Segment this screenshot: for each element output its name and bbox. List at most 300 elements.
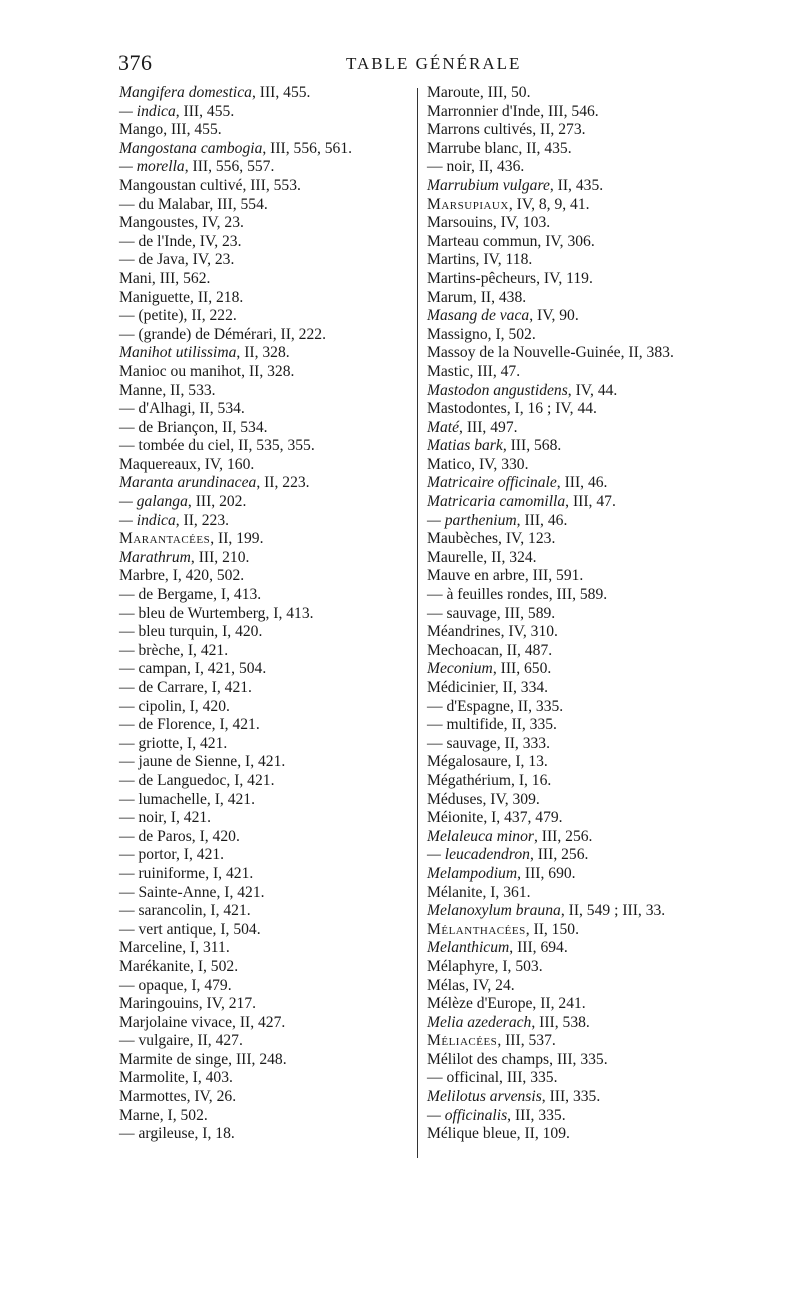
index-entry bbox=[119, 977, 409, 996]
entry-references: , IV, 8, 9, 41. bbox=[508, 195, 590, 213]
entry-term: — officinal bbox=[427, 1069, 500, 1087]
entry-term: — bleu turquin bbox=[119, 623, 215, 641]
entry-term: Marrons cultivés bbox=[427, 121, 533, 139]
entry-term: Marrube blanc bbox=[427, 139, 519, 157]
entry-references: , I, 421. bbox=[163, 809, 212, 827]
entry-references: , I, 16 ; IV, 44. bbox=[506, 400, 597, 418]
index-entry bbox=[427, 660, 799, 679]
index-entry bbox=[427, 791, 799, 810]
entry-term: — d'Alhagi bbox=[119, 400, 192, 418]
index-entry bbox=[119, 251, 409, 270]
entry-references: , IV, 23. bbox=[184, 251, 235, 269]
entry-term: — galanga bbox=[119, 493, 188, 511]
entry-term: Mélas bbox=[427, 976, 466, 994]
index-entry bbox=[427, 493, 799, 512]
entry-references: , IV, 119. bbox=[536, 269, 593, 287]
index-entry bbox=[427, 902, 799, 921]
entry-term: Marceline bbox=[119, 939, 183, 957]
index-entry bbox=[427, 140, 799, 159]
entry-term: Mauve en arbre bbox=[427, 567, 525, 585]
entry-term: — de Briançon bbox=[119, 418, 215, 436]
index-entry bbox=[119, 307, 409, 326]
index-entry bbox=[427, 698, 799, 717]
entry-term: Maté bbox=[427, 418, 460, 436]
entry-term: — de Paros bbox=[119, 827, 192, 845]
entry-term: — de Bergame bbox=[119, 586, 214, 604]
entry-term: — cipolin bbox=[119, 697, 182, 715]
entry-references: , II, 150. bbox=[525, 920, 579, 938]
entry-references: , I, 421. bbox=[216, 883, 265, 901]
index-entry bbox=[119, 1088, 409, 1107]
entry-term: — de Florence bbox=[119, 716, 212, 734]
entry-term: Marjolaine vivace bbox=[119, 1013, 233, 1031]
entry-references: , IV, 310. bbox=[500, 623, 558, 641]
entry-term: Marum bbox=[427, 288, 473, 306]
entry-references: , III, 202. bbox=[187, 493, 247, 511]
index-entry bbox=[427, 177, 799, 196]
entry-term: Melia azederach bbox=[427, 1013, 532, 1031]
entry-references: , II, 199. bbox=[210, 530, 264, 548]
index-entry bbox=[119, 716, 409, 735]
entry-term: Masang de vaca bbox=[427, 307, 530, 325]
entry-term: — bleu de Wurtemberg bbox=[119, 604, 266, 622]
index-entry bbox=[427, 623, 799, 642]
entry-term: — de l'Inde bbox=[119, 232, 192, 250]
entry-references: , IV, 309. bbox=[482, 790, 540, 808]
entry-references: , I, 420. bbox=[214, 623, 263, 641]
entry-term: Meconium bbox=[427, 660, 493, 678]
entry-references: , I, 421. bbox=[203, 679, 252, 696]
entry-term: Méliacées bbox=[427, 1032, 498, 1050]
entry-references: , III, 589. bbox=[548, 586, 608, 604]
entry-term: — vulgaire bbox=[119, 1032, 190, 1050]
entry-term: — brèche bbox=[119, 641, 181, 659]
index-entry bbox=[427, 400, 799, 419]
index-entry bbox=[119, 121, 409, 140]
entry-references: , I, 413. bbox=[265, 604, 314, 622]
entry-term: Maroute bbox=[427, 84, 480, 101]
index-entry bbox=[427, 846, 799, 865]
entry-references: , I, 502. bbox=[487, 325, 536, 343]
entry-references: , III, 335. bbox=[507, 1106, 566, 1124]
entry-term: Matricaire officinale bbox=[427, 474, 557, 492]
entry-references: , IV, 118. bbox=[475, 251, 533, 269]
index-entry bbox=[119, 846, 409, 865]
entry-term: Melampodium bbox=[427, 864, 518, 882]
index-entry bbox=[427, 270, 799, 289]
entry-term: Marsupiaux bbox=[427, 195, 509, 213]
index-entry bbox=[427, 865, 799, 884]
index-entry bbox=[119, 958, 409, 977]
entry-term: Mélanite bbox=[427, 883, 483, 901]
entry-references: , I, 421. bbox=[179, 734, 228, 752]
index-entry bbox=[119, 828, 409, 847]
entry-references: , I, 421. bbox=[226, 771, 275, 789]
entry-references: , III, 537. bbox=[497, 1032, 556, 1050]
entry-term: — sarancolin bbox=[119, 902, 203, 920]
entry-references: , III, 591. bbox=[524, 567, 584, 585]
index-entry bbox=[119, 698, 409, 717]
entry-references: , III, 497. bbox=[459, 418, 518, 436]
entry-references: , IV, 90. bbox=[529, 307, 579, 325]
entry-references: , IV, 23. bbox=[191, 232, 242, 250]
entry-term: — officinalis bbox=[427, 1106, 508, 1124]
index-entry bbox=[119, 177, 409, 196]
index-entry bbox=[119, 437, 409, 456]
entry-references: , II, 435. bbox=[549, 176, 604, 194]
index-entry bbox=[119, 772, 409, 791]
entry-term: — jaune de Sienne bbox=[119, 753, 238, 771]
entry-references: , III, 50. bbox=[479, 84, 531, 101]
entry-references: , II, 335. bbox=[509, 697, 564, 715]
entry-term: Massoy de la Nouvelle-Guinée bbox=[427, 344, 621, 362]
index-entry bbox=[427, 1088, 799, 1107]
entry-references: , I, 420. bbox=[191, 827, 240, 845]
entry-term: Méduses bbox=[427, 790, 483, 808]
entry-references: , III, 256. bbox=[529, 846, 589, 864]
index-entry bbox=[119, 493, 409, 512]
entry-references: , II, 218. bbox=[190, 288, 244, 306]
entry-references: , II, 334. bbox=[494, 679, 549, 696]
entry-term: Marrubium vulgare bbox=[427, 176, 550, 194]
index-entry bbox=[427, 958, 799, 977]
entry-term: — noir bbox=[119, 809, 163, 827]
entry-references: , II, 383. bbox=[620, 344, 674, 362]
index-entry bbox=[119, 1051, 409, 1070]
entry-term: Marathrum bbox=[119, 548, 191, 566]
entry-term: Marantacées bbox=[119, 530, 211, 548]
index-entry bbox=[119, 623, 409, 642]
entry-term: Matricaria camomilla bbox=[427, 493, 566, 511]
entry-references: , II, 324. bbox=[483, 548, 537, 566]
entry-references: , II, 427. bbox=[232, 1013, 286, 1031]
entry-term: — de Java bbox=[119, 251, 185, 269]
index-entry bbox=[427, 84, 799, 103]
entry-term: Melanoxylum brauna bbox=[427, 902, 561, 920]
entry-term: Mastodontes bbox=[427, 400, 507, 418]
index-entry bbox=[427, 344, 799, 363]
entry-references: , II, 328. bbox=[236, 344, 290, 362]
index-entry bbox=[119, 214, 409, 233]
entry-references: , IV, 44. bbox=[567, 381, 618, 399]
entry-term: Marteau commun bbox=[427, 232, 538, 250]
entry-references: , III, 335. bbox=[499, 1069, 558, 1087]
entry-references: , I, 311. bbox=[182, 939, 230, 957]
entry-term: Mélique bleue bbox=[427, 1125, 517, 1143]
entry-term: Marsouins bbox=[427, 214, 493, 232]
index-entry bbox=[119, 400, 409, 419]
entry-term: Mangostana cambogia bbox=[119, 139, 263, 157]
index-entry bbox=[119, 884, 409, 903]
entry-references: , I, 437, 479. bbox=[483, 809, 563, 827]
index-entry bbox=[427, 419, 799, 438]
entry-term: Médicinier bbox=[427, 679, 495, 696]
entry-references: , I, 16. bbox=[511, 771, 552, 789]
entry-term: Maniguette bbox=[119, 288, 191, 306]
entry-references: , I, 420. bbox=[181, 697, 230, 715]
index-entry bbox=[427, 921, 799, 940]
page-number: 376 bbox=[118, 50, 153, 75]
entry-references: , IV, 217. bbox=[198, 995, 257, 1013]
entry-term: Melanthicum bbox=[427, 939, 510, 957]
index-entry bbox=[119, 512, 409, 531]
entry-term: Matico bbox=[427, 455, 472, 473]
entry-references: , I, 421. bbox=[202, 902, 251, 920]
entry-term: Massigno bbox=[427, 325, 488, 343]
entry-references: , III, 455. bbox=[251, 84, 311, 101]
entry-term: Marékanite bbox=[119, 957, 191, 975]
entry-references: , II, 534. bbox=[214, 418, 268, 436]
column-divider bbox=[417, 88, 418, 1158]
entry-term: Maranta arundinacea bbox=[119, 474, 257, 492]
entry-references: , III, 556, 561. bbox=[262, 139, 353, 157]
index-entry bbox=[427, 1032, 799, 1051]
index-entry bbox=[427, 679, 799, 698]
entry-term: Mastodon angustidens bbox=[427, 381, 568, 399]
entry-references: , III, 256. bbox=[533, 827, 593, 845]
entry-term: Melaleuca minor bbox=[427, 827, 534, 845]
entry-references: , II, 438. bbox=[472, 288, 527, 306]
index-entry bbox=[119, 326, 409, 345]
index-entry bbox=[427, 1051, 799, 1070]
entry-references: , III, 538. bbox=[531, 1013, 590, 1031]
index-entry bbox=[427, 828, 799, 847]
index-entry bbox=[119, 865, 409, 884]
entry-term: Méandrines bbox=[427, 623, 501, 641]
entry-references: , II, 223. bbox=[256, 474, 310, 492]
entry-term: — tombée du ciel bbox=[119, 437, 231, 455]
index-entry bbox=[119, 735, 409, 754]
entry-references: , III, 47. bbox=[565, 493, 616, 511]
index-entry bbox=[119, 363, 409, 382]
entry-references: , I, 421. bbox=[180, 641, 229, 659]
entry-references: , I, 421. bbox=[211, 716, 260, 734]
index-entry bbox=[119, 902, 409, 921]
entry-references: , III, 248. bbox=[228, 1050, 287, 1068]
entry-references: , I, 18. bbox=[194, 1125, 235, 1143]
entry-references: , I, 420, 502. bbox=[164, 567, 245, 585]
index-entry bbox=[427, 474, 799, 493]
index-entry bbox=[427, 382, 799, 401]
entry-references: , IV, 24. bbox=[465, 976, 515, 994]
entry-references: , II, 535, 355. bbox=[230, 437, 315, 455]
entry-references: , III, 554. bbox=[209, 195, 268, 213]
entry-references: , II, 222. bbox=[272, 325, 326, 343]
entry-term: Mango bbox=[119, 121, 164, 139]
entry-references: , I, 503. bbox=[494, 957, 543, 975]
index-entry bbox=[427, 735, 799, 754]
index-entry bbox=[427, 1069, 799, 1088]
entry-references: , IV, 26. bbox=[186, 1088, 237, 1106]
entry-references: , II, 222. bbox=[183, 307, 237, 325]
index-entry bbox=[427, 567, 799, 586]
entry-term: — ruiniforme bbox=[119, 864, 206, 882]
entry-term: Manne bbox=[119, 381, 163, 399]
entry-references: , III, 335. bbox=[549, 1050, 608, 1068]
index-entry bbox=[119, 419, 409, 438]
entry-term: Marbre bbox=[119, 567, 165, 585]
entry-term: Mégalosaure bbox=[427, 753, 508, 771]
entry-references: , I, 504. bbox=[212, 920, 261, 938]
entry-references: , III, 335. bbox=[541, 1088, 601, 1106]
entry-references: , IV, 330. bbox=[471, 455, 529, 473]
entry-term: Marronnier d'Inde bbox=[427, 102, 541, 120]
entry-term: — indica bbox=[119, 511, 176, 529]
entry-references: , IV, 103. bbox=[492, 214, 551, 232]
entry-term: Marmite de singe bbox=[119, 1050, 229, 1068]
index-entry bbox=[119, 995, 409, 1014]
entry-term: — multifide bbox=[427, 716, 504, 734]
index-entry bbox=[427, 530, 799, 549]
index-entry bbox=[427, 307, 799, 326]
entry-references: , III, 210. bbox=[190, 548, 250, 566]
entry-references: , III, 650. bbox=[492, 660, 552, 678]
index-entry bbox=[119, 158, 409, 177]
index-entry bbox=[119, 233, 409, 252]
index-entry bbox=[119, 1125, 409, 1144]
entry-references: , III, 47. bbox=[469, 362, 521, 380]
index-entry bbox=[119, 939, 409, 958]
entry-references: , II, 335. bbox=[503, 716, 557, 734]
entry-term: — sauvage bbox=[427, 604, 497, 622]
entry-term: — argileuse bbox=[119, 1125, 195, 1143]
entry-references: , IV, 123. bbox=[498, 530, 556, 548]
entry-term: — portor bbox=[119, 846, 176, 864]
index-entry bbox=[427, 642, 799, 661]
entry-term: Mechoacan bbox=[427, 641, 499, 659]
index-entry bbox=[427, 103, 799, 122]
entry-references: , I, 479. bbox=[183, 976, 232, 994]
index-entry bbox=[119, 140, 409, 159]
entry-references: , II, 223. bbox=[175, 511, 230, 529]
entry-term: Maringouins bbox=[119, 995, 199, 1013]
entry-references: , IV, 160. bbox=[196, 455, 255, 473]
entry-term: Manioc ou manihot bbox=[119, 362, 242, 380]
entry-term: — de Languedoc bbox=[119, 771, 227, 789]
entry-term: — du Malabar bbox=[119, 195, 210, 213]
index-entry bbox=[119, 660, 409, 679]
entry-term: — d'Espagne bbox=[427, 697, 510, 715]
index-entry bbox=[119, 809, 409, 828]
entry-references: , I, 13. bbox=[507, 753, 548, 771]
entry-references: , I, 421. bbox=[206, 790, 255, 808]
index-entry bbox=[427, 456, 799, 475]
entry-term: — vert antique bbox=[119, 920, 213, 938]
entry-references: , II, 427. bbox=[189, 1032, 243, 1050]
entry-term: — griotte bbox=[119, 734, 180, 752]
entry-references: , III, 562. bbox=[151, 269, 211, 287]
index-entry bbox=[119, 382, 409, 401]
entry-term: — à feuilles rondes bbox=[427, 586, 549, 604]
entry-term: Mani bbox=[119, 269, 152, 287]
entry-references: , III, 46. bbox=[516, 511, 568, 529]
index-entry bbox=[427, 233, 799, 252]
entry-references: , III, 694. bbox=[509, 939, 568, 957]
entry-references: , I, 421. bbox=[205, 864, 254, 882]
index-entry bbox=[427, 1107, 799, 1126]
entry-references: , IV, 306. bbox=[537, 232, 595, 250]
index-entry bbox=[427, 251, 799, 270]
entry-references: , III, 455. bbox=[175, 102, 235, 120]
entry-references: , I, 502. bbox=[190, 957, 239, 975]
entry-term: — (petite) bbox=[119, 307, 184, 325]
entry-term: Mélilot des champs bbox=[427, 1050, 550, 1068]
index-entry bbox=[119, 474, 409, 493]
entry-references: , II, 549 ; III, 33. bbox=[560, 902, 666, 920]
index-entry bbox=[119, 1069, 409, 1088]
entry-references: , III, 546. bbox=[540, 102, 599, 120]
entry-term: Marmolite bbox=[119, 1069, 185, 1087]
index-entry bbox=[119, 679, 409, 698]
entry-references: , II, 436. bbox=[471, 158, 525, 176]
index-entry bbox=[119, 549, 409, 568]
index-entry bbox=[119, 605, 409, 624]
entry-references: , II, 328. bbox=[241, 362, 295, 380]
entry-term: Méionite bbox=[427, 809, 484, 827]
entry-references: , III, 556, 557. bbox=[184, 158, 275, 176]
entry-references: , II, 109. bbox=[516, 1125, 570, 1143]
entry-term: — Sainte-Anne bbox=[119, 883, 217, 901]
entry-references: , III, 553. bbox=[242, 176, 301, 194]
entry-references: , II, 333. bbox=[496, 734, 550, 752]
entry-references: , II, 487. bbox=[498, 641, 553, 659]
entry-term: Mélèze d'Europe bbox=[427, 995, 533, 1013]
entry-term: — lumachelle bbox=[119, 790, 207, 808]
index-entry bbox=[119, 289, 409, 308]
entry-term: Mastic bbox=[427, 362, 470, 380]
entry-term: Mangifera domestica bbox=[119, 84, 252, 101]
entry-references: , I, 403. bbox=[184, 1069, 233, 1087]
index-entry bbox=[427, 1014, 799, 1033]
index-entry bbox=[427, 1125, 799, 1144]
index-entry bbox=[427, 549, 799, 568]
entry-term: Marmottes bbox=[119, 1088, 187, 1106]
index-entry bbox=[119, 456, 409, 475]
entry-term: Maurelle bbox=[427, 548, 484, 566]
index-entry bbox=[427, 121, 799, 140]
index-entry bbox=[119, 196, 409, 215]
index-entry bbox=[119, 1032, 409, 1051]
entry-term: — sauvage bbox=[427, 734, 497, 752]
index-entry bbox=[427, 809, 799, 828]
index-column-right bbox=[427, 84, 799, 1144]
entry-references: , II, 273. bbox=[532, 121, 586, 139]
entry-term: Marne bbox=[119, 1106, 160, 1124]
index-entry bbox=[427, 363, 799, 382]
entry-term: Maubèches bbox=[427, 530, 499, 548]
index-entry bbox=[427, 214, 799, 233]
entry-term: — noir bbox=[427, 158, 471, 176]
entry-term: Melilotus arvensis bbox=[427, 1088, 542, 1106]
index-entry bbox=[427, 753, 799, 772]
entry-references: , I, 361. bbox=[482, 883, 531, 901]
index-entry bbox=[427, 772, 799, 791]
index-entry bbox=[119, 642, 409, 661]
entry-references: , I, 502. bbox=[159, 1106, 208, 1124]
index-entry bbox=[427, 995, 799, 1014]
index-entry bbox=[119, 1107, 409, 1126]
entry-term: Mélaphyre bbox=[427, 957, 495, 975]
index-entry bbox=[119, 1014, 409, 1033]
index-entry bbox=[427, 605, 799, 624]
entry-term: Martins-pêcheurs bbox=[427, 269, 537, 287]
entry-references: , I, 421. bbox=[237, 753, 286, 771]
index-entry bbox=[427, 196, 799, 215]
entry-references: , II, 435. bbox=[518, 139, 572, 157]
entry-term: — opaque bbox=[119, 976, 184, 994]
entry-references: , I, 421, 504. bbox=[186, 660, 267, 678]
entry-references: , II, 534. bbox=[191, 400, 245, 418]
